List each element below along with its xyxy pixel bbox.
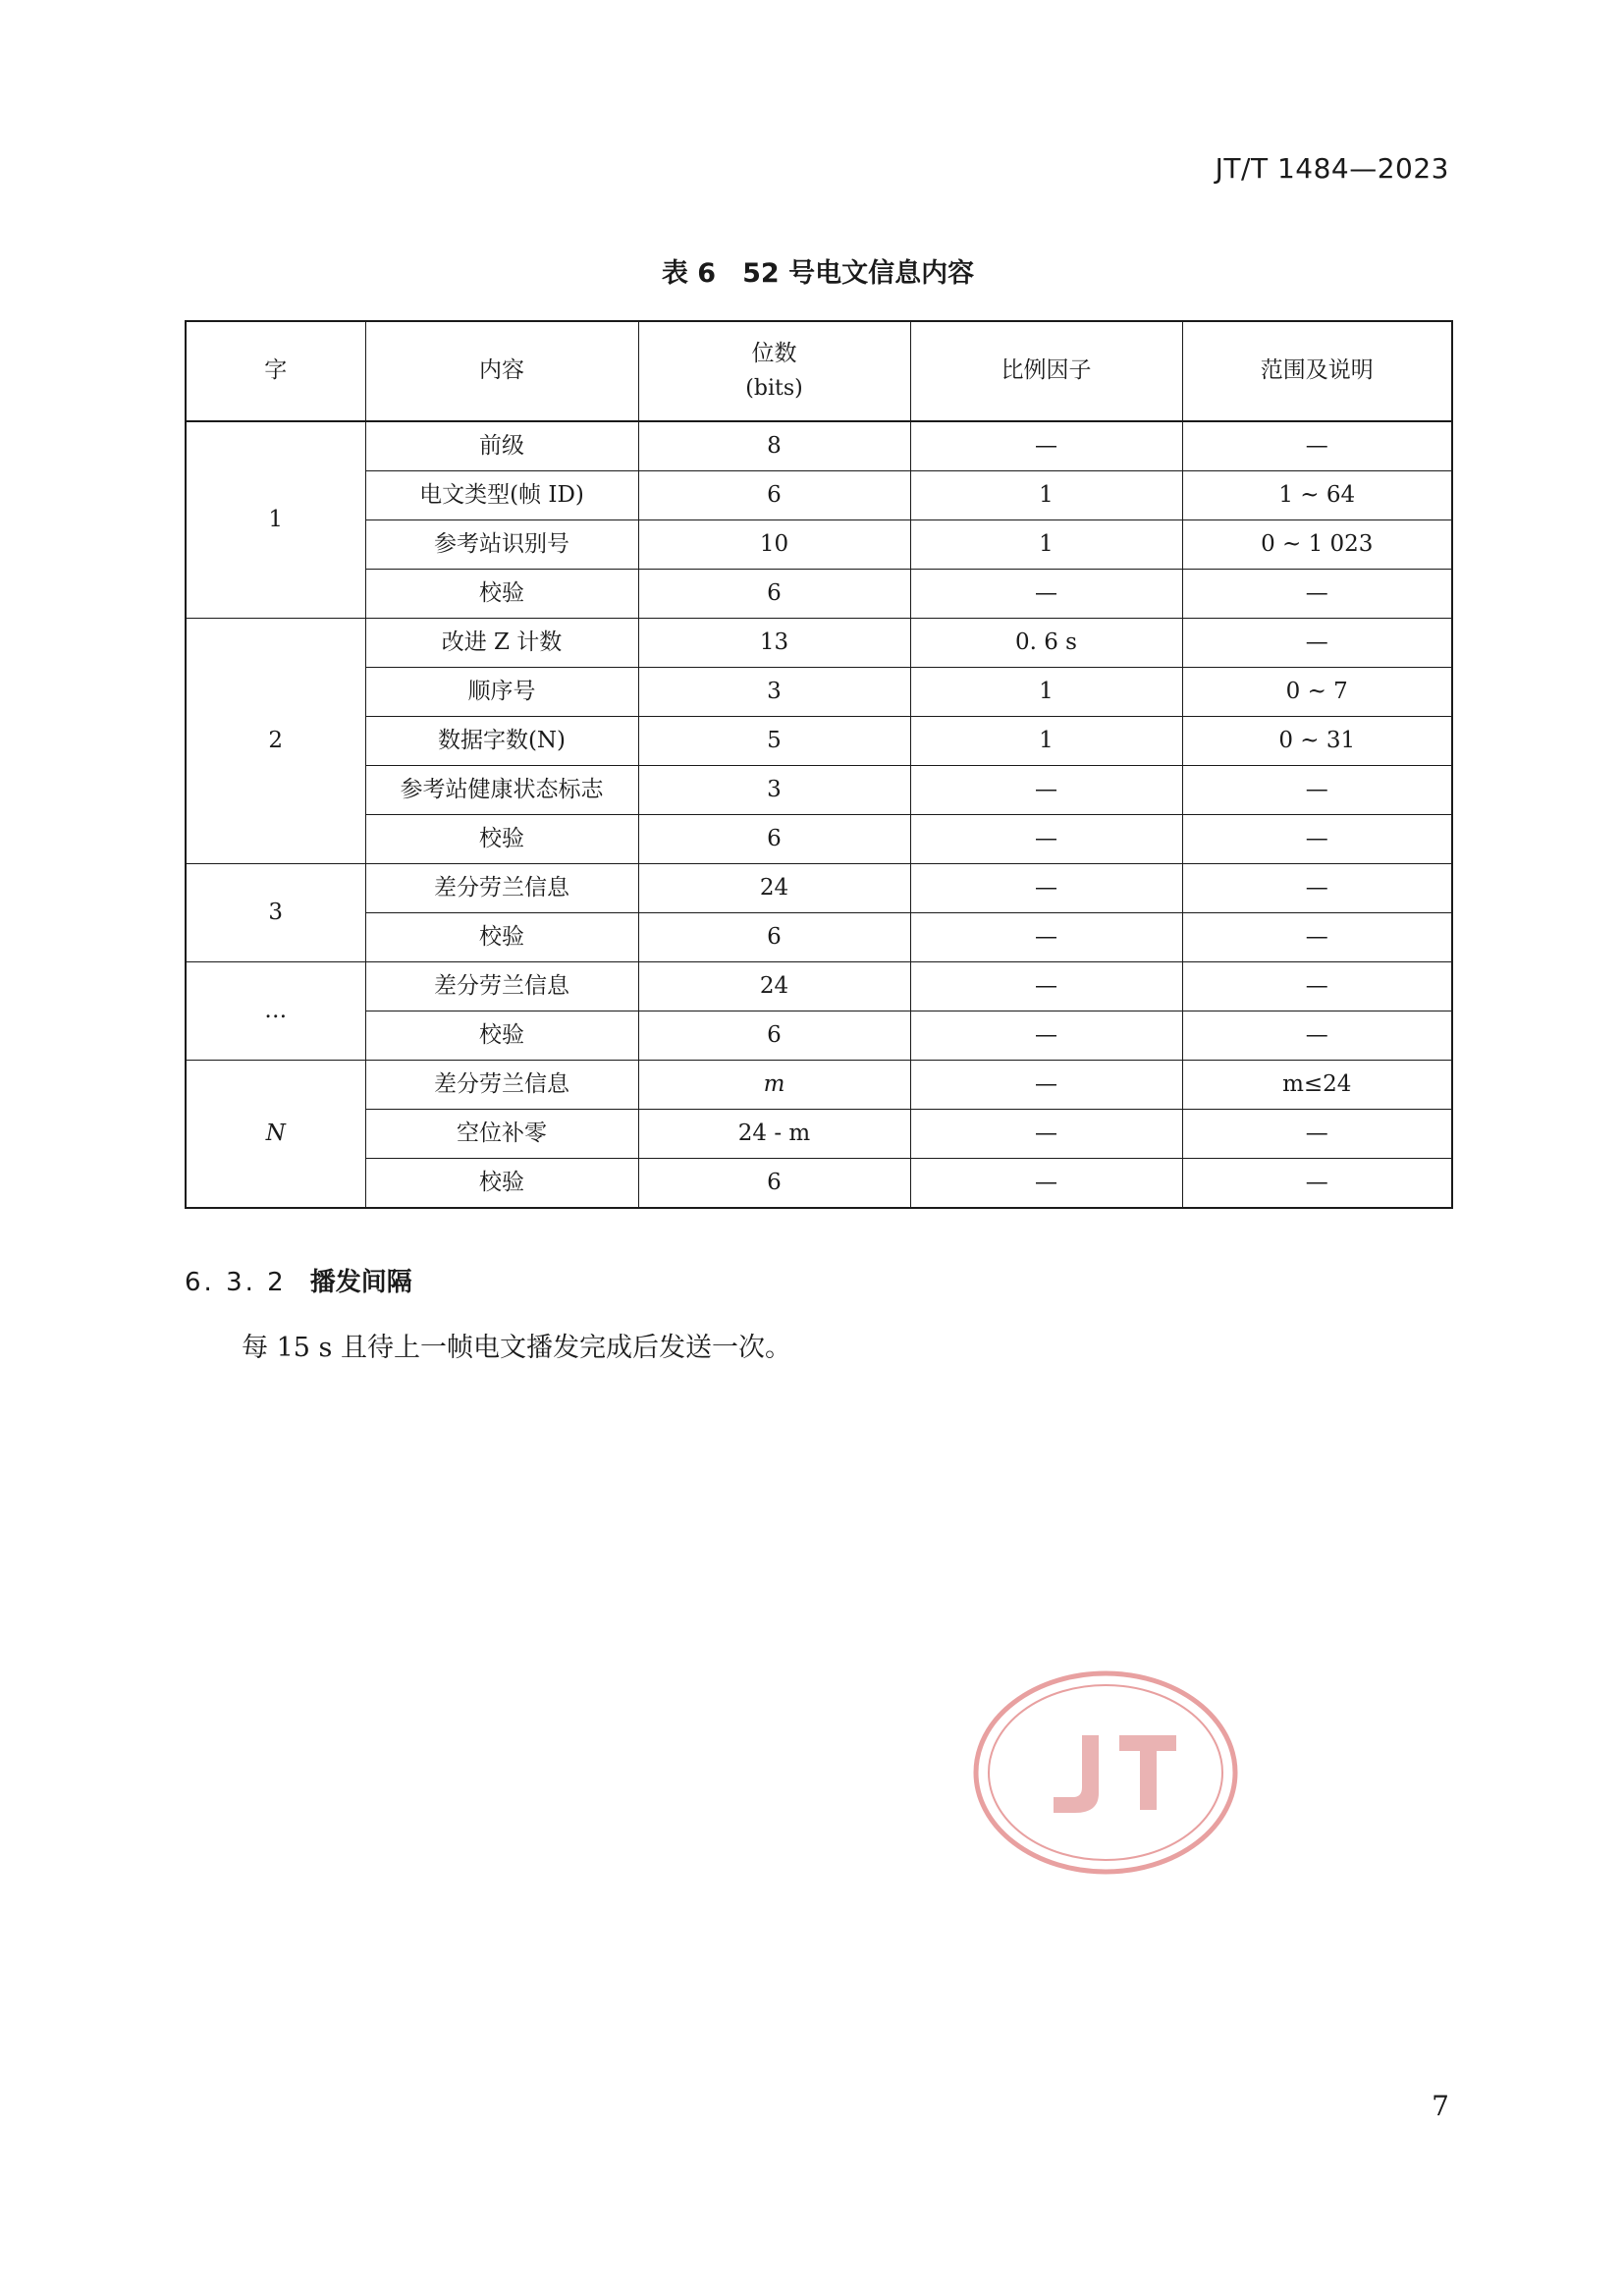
- table-body: [186, 421, 1452, 1208]
- table-header-row: [186, 321, 1452, 421]
- section-title: 播发间隔: [309, 1268, 412, 1297]
- cell-range: —: [1182, 570, 1452, 619]
- table-row: [186, 962, 1452, 1011]
- table-row: [186, 619, 1452, 668]
- header-range: 范围及说明: [1182, 321, 1452, 421]
- cell-content: 空位补零: [365, 1110, 638, 1159]
- cell-bits: 24: [638, 962, 910, 1011]
- cell-bits: 6: [638, 471, 910, 520]
- cell-scale: —: [910, 766, 1182, 815]
- cell-bits: 10: [638, 520, 910, 570]
- cell-content: 校验: [365, 1159, 638, 1209]
- body-paragraph: 每 15 s 且待上一帧电文播发完成后发送一次。: [242, 1333, 791, 1363]
- table-row: [186, 520, 1452, 570]
- cell-word: 3: [186, 864, 365, 962]
- cell-content: 校验: [365, 1011, 638, 1061]
- cell-range: 1 ~ 64: [1182, 471, 1452, 520]
- table-row: [186, 717, 1452, 766]
- table-row: [186, 766, 1452, 815]
- header-scale: 比例因子: [910, 321, 1182, 421]
- cell-bits: m: [638, 1061, 910, 1110]
- cell-bits: 3: [638, 668, 910, 717]
- cell-range: —: [1182, 1110, 1452, 1159]
- cell-scale: —: [910, 1011, 1182, 1061]
- cell-word: N: [186, 1061, 365, 1209]
- cell-content: 电文类型(帧 ID): [365, 471, 638, 520]
- cell-content: 参考站识别号: [365, 520, 638, 570]
- cell-content: 差分劳兰信息: [365, 864, 638, 913]
- header-content: 内容: [365, 321, 638, 421]
- cell-word: 1: [186, 421, 365, 619]
- header-word: 字: [186, 321, 365, 421]
- section-heading: [185, 1262, 412, 1298]
- table-row: [186, 1159, 1452, 1209]
- cell-bits: 24 - m: [638, 1110, 910, 1159]
- cell-bits: 8: [638, 421, 910, 471]
- table-row: [186, 1061, 1452, 1110]
- cell-scale: 1: [910, 471, 1182, 520]
- section-number: 6. 3. 2: [185, 1268, 287, 1297]
- cell-scale: —: [910, 913, 1182, 962]
- cell-scale: 1: [910, 668, 1182, 717]
- cell-range: 0 ~ 31: [1182, 717, 1452, 766]
- cell-range: —: [1182, 815, 1452, 864]
- page-number: 7: [1432, 2090, 1449, 2122]
- table-row: [186, 864, 1452, 913]
- cell-scale: —: [910, 570, 1182, 619]
- cell-bits: 5: [638, 717, 910, 766]
- cell-content: 前级: [365, 421, 638, 471]
- cell-content: 数据字数(N): [365, 717, 638, 766]
- cell-scale: —: [910, 962, 1182, 1011]
- header-bits-label: 位数: [751, 341, 797, 366]
- cell-scale: 1: [910, 520, 1182, 570]
- cell-range: —: [1182, 766, 1452, 815]
- cell-content: 改进 Z 计数: [365, 619, 638, 668]
- cell-range: —: [1182, 864, 1452, 913]
- table-row: [186, 1110, 1452, 1159]
- standard-code: JT/T 1484—2023: [1215, 152, 1449, 185]
- cell-scale: 0. 6 s: [910, 619, 1182, 668]
- jt-watermark-stamp: [972, 1669, 1239, 1876]
- cell-range: m≤24: [1182, 1061, 1452, 1110]
- cell-content: 顺序号: [365, 668, 638, 717]
- table-row: [186, 471, 1452, 520]
- table-title: 表 6 52 号电文信息内容: [661, 258, 975, 289]
- cell-scale: 1: [910, 717, 1182, 766]
- cell-scale: —: [910, 1159, 1182, 1209]
- cell-range: 0 ~ 1 023: [1182, 520, 1452, 570]
- cell-word: …: [186, 962, 365, 1061]
- message-table: [185, 320, 1453, 1209]
- cell-range: —: [1182, 1159, 1452, 1209]
- cell-bits: 6: [638, 570, 910, 619]
- cell-content: 差分劳兰信息: [365, 962, 638, 1011]
- table-row: [186, 421, 1452, 471]
- cell-bits: 6: [638, 1011, 910, 1061]
- cell-word: 2: [186, 619, 365, 864]
- cell-scale: —: [910, 815, 1182, 864]
- cell-range: —: [1182, 962, 1452, 1011]
- cell-content: 差分劳兰信息: [365, 1061, 638, 1110]
- table-row: [186, 913, 1452, 962]
- cell-range: 0 ~ 7: [1182, 668, 1452, 717]
- table-row: [186, 668, 1452, 717]
- cell-bits: 6: [638, 815, 910, 864]
- cell-range: —: [1182, 1011, 1452, 1061]
- cell-scale: —: [910, 421, 1182, 471]
- cell-bits: 6: [638, 1159, 910, 1209]
- cell-scale: —: [910, 1061, 1182, 1110]
- header-bits: [638, 321, 910, 421]
- cell-content: 参考站健康状态标志: [365, 766, 638, 815]
- cell-bits: 13: [638, 619, 910, 668]
- table-row: [186, 1011, 1452, 1061]
- cell-content: 校验: [365, 913, 638, 962]
- header-bits-unit: (bits): [745, 375, 803, 401]
- table-row: [186, 570, 1452, 619]
- cell-range: —: [1182, 913, 1452, 962]
- cell-content: 校验: [365, 815, 638, 864]
- cell-scale: —: [910, 864, 1182, 913]
- cell-content: 校验: [365, 570, 638, 619]
- table-row: [186, 815, 1452, 864]
- cell-range: —: [1182, 421, 1452, 471]
- cell-bits: 6: [638, 913, 910, 962]
- cell-bits: 24: [638, 864, 910, 913]
- cell-range: —: [1182, 619, 1452, 668]
- cell-scale: —: [910, 1110, 1182, 1159]
- cell-bits: 3: [638, 766, 910, 815]
